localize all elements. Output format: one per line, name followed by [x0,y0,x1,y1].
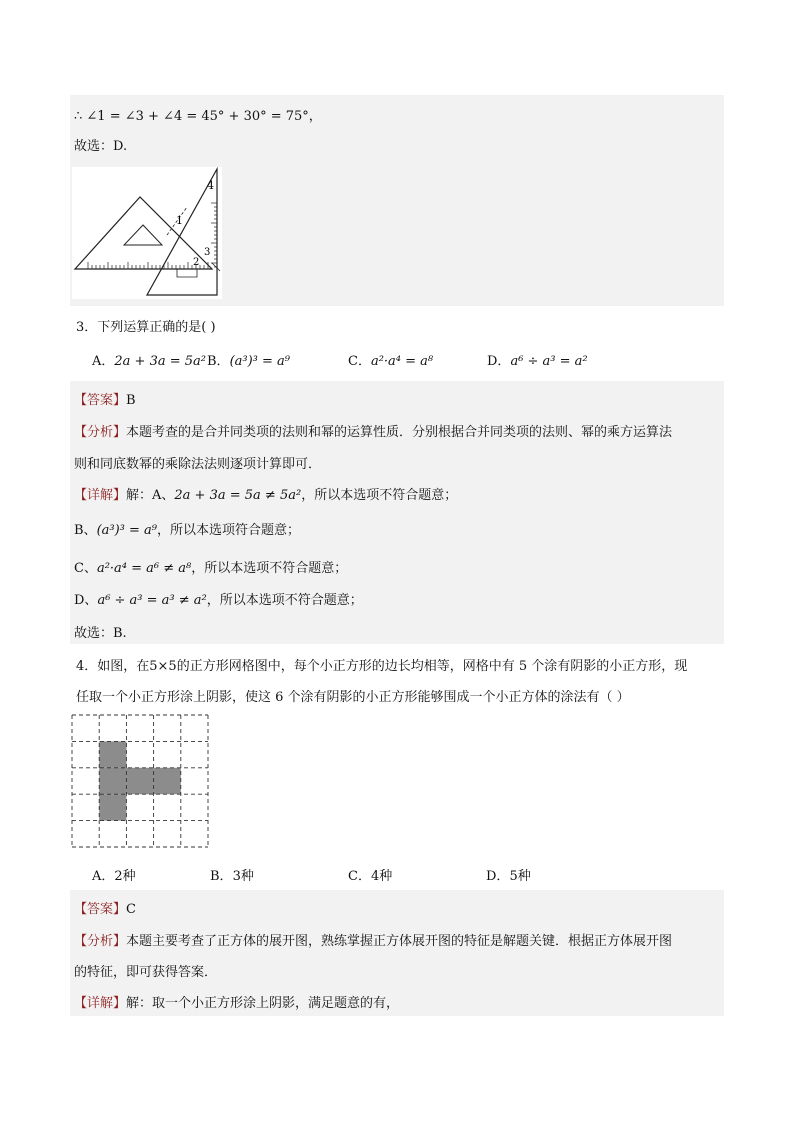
q3-option-b: B．(a³)³ = a⁹ [207,354,290,369]
label-3: 3 [204,247,211,258]
q3-detail-b: B、(a³)³ = a⁹，所以本选项符合题意； [74,523,301,538]
q3-detail-c: C、a²·a⁴ = a⁶ ≠ a⁸，所以本选项不符合题意； [74,561,348,576]
shaded-cell [99,768,126,794]
q4-option-b: B．3种 [210,869,254,884]
shaded-cell [99,794,126,820]
q3-option-d: D．a⁶ ÷ a³ = a² [487,354,588,369]
q4-option-d: D．5种 [486,869,531,884]
q4-answer: 【答案】C [74,902,136,917]
q3-option-a: A．2a + 3a = 5a² [92,354,206,369]
q4-analysis-2: 的特征，即可获得答案． [74,965,218,980]
label-1: 1 [176,214,183,227]
q3-analysis-1: 【分析】本题考查的是合并同类项的法则和幂的运算性质．分别根据合并同类项的法则、幂的乘方运算法 [74,425,673,440]
q3-analysis-2: 则和同底数幂的乘除法法则逐项计算即可． [74,457,322,472]
inner-rect [177,269,197,277]
q4-option-a: A．2种 [92,869,136,884]
q3-conclusion: 故选：B. [74,626,127,641]
q3-stem: 3．下列运算正确的是( ) [76,320,216,335]
shaded-cell [154,768,181,794]
q3-answer: 【答案】B [74,393,136,408]
angle-equation: ∴ ∠1 = ∠3 + ∠4 = 45° + 30° = 75°， [74,109,322,124]
q4-analysis-1: 【分析】本题主要考查了正方体的展开图，熟练掌握正方体展开图的特征是解题关键．根据正方体展开图 [74,934,673,949]
set-square-45 [75,197,212,269]
triangles-figure [72,167,222,299]
q3-solution-block [70,381,724,644]
prev-answer-line: 故选：D. [74,139,128,154]
q4-solution-block [70,890,724,1016]
ruler-ticks [88,262,208,269]
q4-option-c: C．4种 [348,869,393,884]
label-2: 2 [193,257,200,268]
prev-solution-block [70,95,724,306]
shaded-cell [126,768,153,794]
q3-detail-d: D、a⁶ ÷ a³ = a³ ≠ a²，所以本选项不符合题意； [74,593,363,608]
q4-detail: 【详解】解：取一个小正方形涂上阴影，满足题意的有， [74,996,400,1011]
q3-detail-a: 【详解】解：A、2a + 3a = 5a ≠ 5a²，所以本选项不符合题意； [74,488,458,503]
label-4: 4 [207,179,214,192]
q4-stem-2: 任取一个小正方形涂上阴影，使这 6 个涂有阴影的小正方形能够围成一个小正方体的涂法有（ ） [76,690,630,705]
shaded-cell [99,741,126,767]
inner-triangle [124,225,162,245]
q4-stem-1: 4．如图，在5×5的正方形网格图中，每个小正方形的边长均相等，网格中有 5 个涂有阴影的小正方形，现 [76,659,688,674]
cube-net-grid [70,713,212,849]
q3-option-c: C．a²·a⁴ = a⁸ [348,354,434,369]
